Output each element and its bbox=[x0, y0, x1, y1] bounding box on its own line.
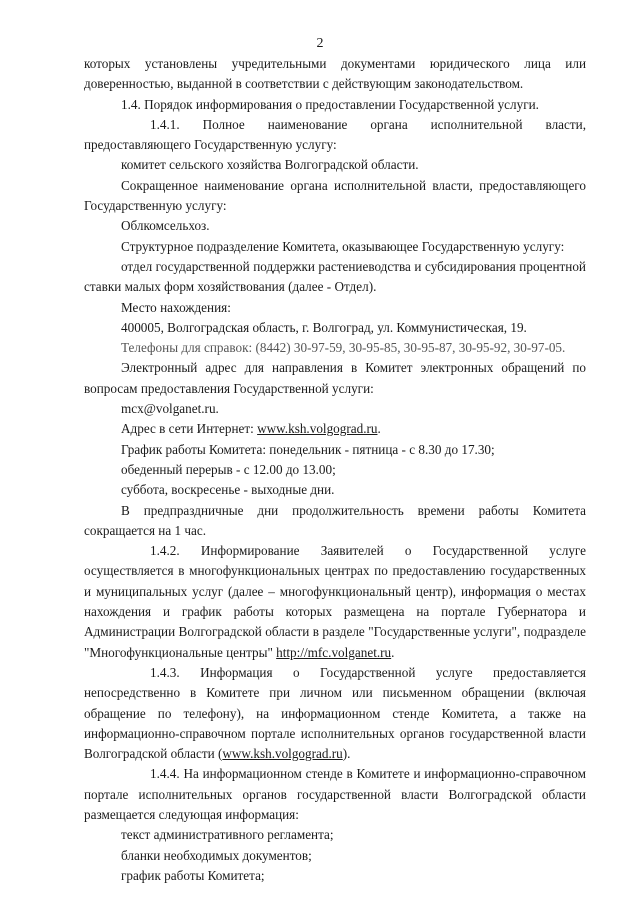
paragraph-1-4-4: 1.4.4. На информационном стенде в Комитете и информационно-справочном портале исполнительных органов государственной власти Волгоградской области размещается следующая информация: bbox=[84, 766, 586, 822]
paragraph-intro: которых установлены учредительными документами юридического лица или доверенностью, выданной в соответствии с действующим законодательством. bbox=[84, 56, 586, 92]
document-body bbox=[84, 54, 586, 886]
website-suffix: . bbox=[377, 421, 381, 437]
paragraph-committee-name: комитет сельского хозяйства Волгоградской области. bbox=[121, 157, 419, 173]
list-item-work-schedule: график работы Комитета; bbox=[121, 867, 265, 883]
paragraph-short-name-label: Сокращенное наименование органа исполнительной власти, предоставляющего Государственную услугу: bbox=[84, 177, 586, 214]
paragraph-phones: Телефоны для справок: (8442) 30-97-59, 30-95-85, 30-95-87, 30-95-92, 30-97-05. bbox=[121, 340, 566, 356]
paragraph-weekend: суббота, воскресенье - выходные дни. bbox=[121, 482, 335, 498]
paragraph-location-label: Место нахождения: bbox=[121, 299, 231, 315]
paragraph-email: mcx@volganet.ru. bbox=[121, 401, 219, 417]
paragraph-subdivision: отдел государственной поддержки растениеводства и субсидирования процентной ставки малых форм хозяйствования (далее - Отдел). bbox=[84, 258, 586, 295]
page-number: 2 bbox=[316, 36, 324, 51]
paragraph-address: 400005, Волгоградская область, г. Волгоград, ул. Коммунистическая, 19. bbox=[121, 319, 527, 335]
list-item-document-forms: бланки необходимых документов; bbox=[121, 847, 312, 863]
paragraph-1-4-2-text: 1.4.2. Информирование Заявителей о Государственной услуге осуществляется в многофункциональных центрах по предоставлению государственных и муниципальных услуг (далее – многофункциональный центр), информация о местах нахождения и график работы которых размещена на портале Губернатора и Администрации Волгоградской области в разделе "Государственные услуги", подразделе "Многофункциональные центры" bbox=[84, 543, 586, 660]
mfc-link[interactable]: http://mfc.volganet.ru bbox=[276, 644, 392, 660]
paragraph-email-label: Электронный адрес для направления в Комитет электронных обращений по вопросам предоставления Государственной услуги: bbox=[84, 360, 586, 396]
website-label: Адрес в сети Интернет: bbox=[121, 421, 258, 437]
ksh-link[interactable]: www.ksh.volgograd.ru bbox=[222, 746, 343, 762]
website-link[interactable]: www.ksh.volgograd.ru bbox=[257, 421, 378, 437]
paragraph-website bbox=[84, 419, 586, 439]
paragraph-1-4: 1.4. Порядок информирования о предоставлении Государственной услуги. bbox=[121, 96, 539, 112]
list-item-regulation-text: текст административного регламента; bbox=[121, 827, 334, 843]
paragraph-1-4-3-text: 1.4.3. Информация о Государственной услуге предоставляется непосредственно в Комитете при личном или письменном обращении (включая обращение по телефону), на информационном стенде Комитета, а также на информационно-справочном портале исполнительных органов государственной власти Волгоградской области ( bbox=[84, 664, 586, 762]
ksh-link-suffix: ). bbox=[342, 746, 351, 762]
paragraph-1-4-2 bbox=[84, 541, 586, 663]
paragraph-lunch-break: обеденный перерыв - с 12.00 до 13.00; bbox=[121, 461, 336, 477]
paragraph-work-hours: График работы Комитета: понедельник - пятница - с 8.30 до 17.30; bbox=[121, 441, 495, 457]
paragraph-subdivision-label: Структурное подразделение Комитета, оказывающее Государственную услугу: bbox=[121, 238, 565, 254]
paragraph-short-name: Облкомсельхоз. bbox=[121, 218, 210, 234]
paragraph-1-4-3 bbox=[84, 663, 586, 764]
paragraph-1-4-1: 1.4.1. Полное наименование органа исполнительной власти, предоставляющего Государственную услугу: bbox=[84, 116, 586, 153]
mfc-link-suffix: . bbox=[391, 644, 395, 660]
paragraph-preholiday: В предпраздничные дни продолжительность времени работы Комитета сокращается на 1 час. bbox=[84, 502, 586, 538]
